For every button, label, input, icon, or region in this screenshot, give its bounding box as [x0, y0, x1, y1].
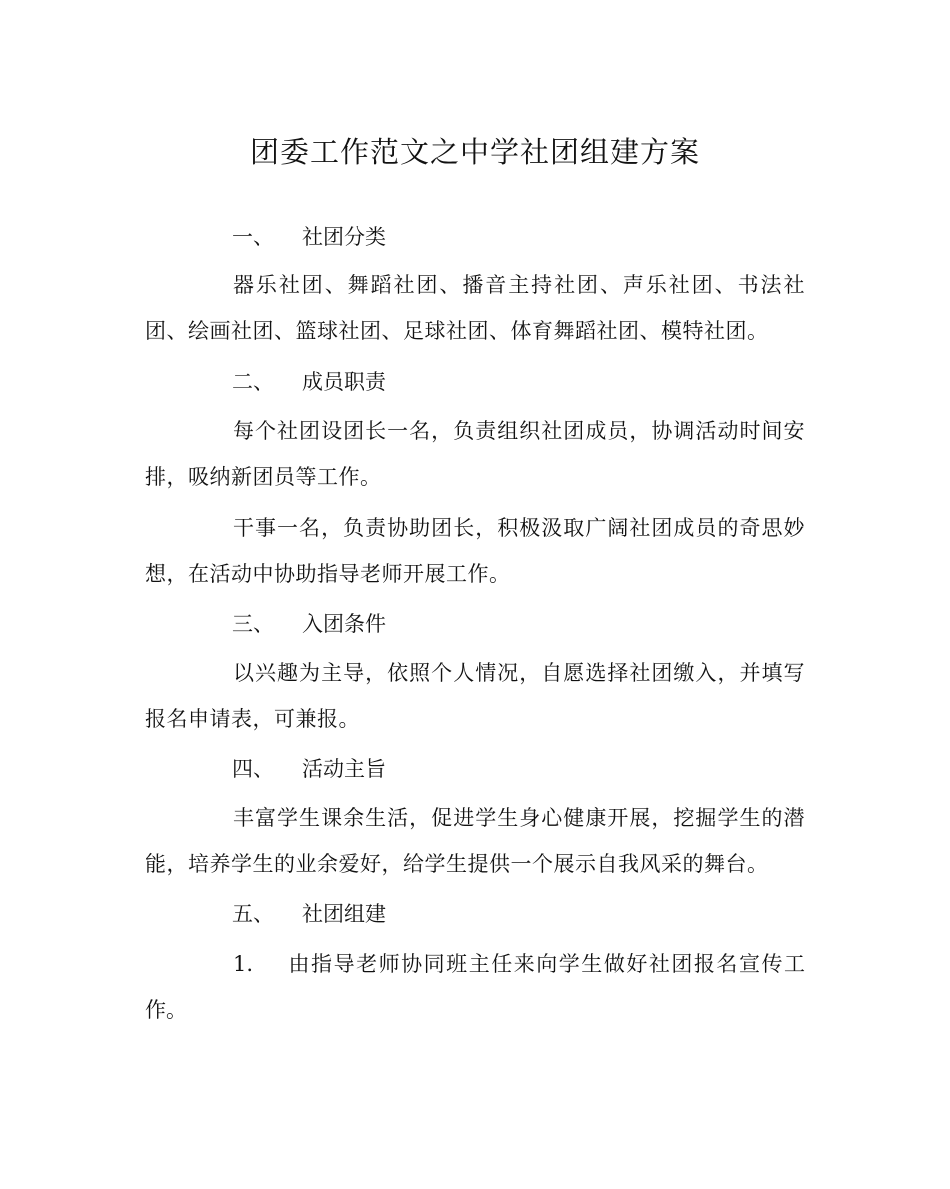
section-title: 入团条件: [302, 612, 386, 636]
paragraph-categories: 器乐社团、舞蹈社团、播音主持社团、声乐社团、书法社团、绘画社团、篮球社团、足球社团、体育舞蹈社团、模特社团。: [145, 273, 805, 343]
section-heading-2: [232, 367, 386, 397]
section-title: 成员职责: [302, 370, 386, 394]
section-heading-5: [232, 899, 386, 929]
section-heading-3: [232, 609, 386, 639]
section-heading-1: [232, 222, 386, 252]
section-title: 社团组建: [302, 902, 386, 926]
section-number: 四、: [232, 757, 274, 781]
section-title: 社团分类: [302, 225, 386, 249]
paragraph-conditions: 以兴趣为主导，依照个人情况，自愿选择社团缴入，并填写报名申请表，可兼报。: [145, 661, 805, 731]
list-number: 1.: [233, 952, 254, 976]
section-title: 活动主旨: [302, 757, 386, 781]
paragraph-duty-officer: 干事一名，负责协助团长，积极汲取广阔社团成员的奇思妙想，在活动中协助指导老师开展工作。: [145, 516, 805, 586]
section-heading-4: [232, 754, 386, 784]
section-number: 三、: [232, 612, 274, 636]
list-item-1: [145, 941, 805, 1033]
document-title: 团委工作范文之中学社团组建方案: [249, 135, 700, 169]
section-number: 一、: [232, 225, 274, 249]
section-number: 五、: [232, 902, 274, 926]
section-number: 二、: [232, 370, 274, 394]
list-text: 由指导老师协同班主任来向学生做好社团报名宣传工作。: [145, 952, 805, 1022]
paragraph-duty-leader: 每个社团设团长一名，负责组织社团成员，协调活动时间安排，吸纳新团员等工作。: [145, 419, 805, 489]
paragraph-purpose: 丰富学生课余生活，促进学生身心健康开展，挖掘学生的潜能，培养学生的业余爱好，给学生提供一个展示自我风采的舞台。: [145, 806, 805, 876]
